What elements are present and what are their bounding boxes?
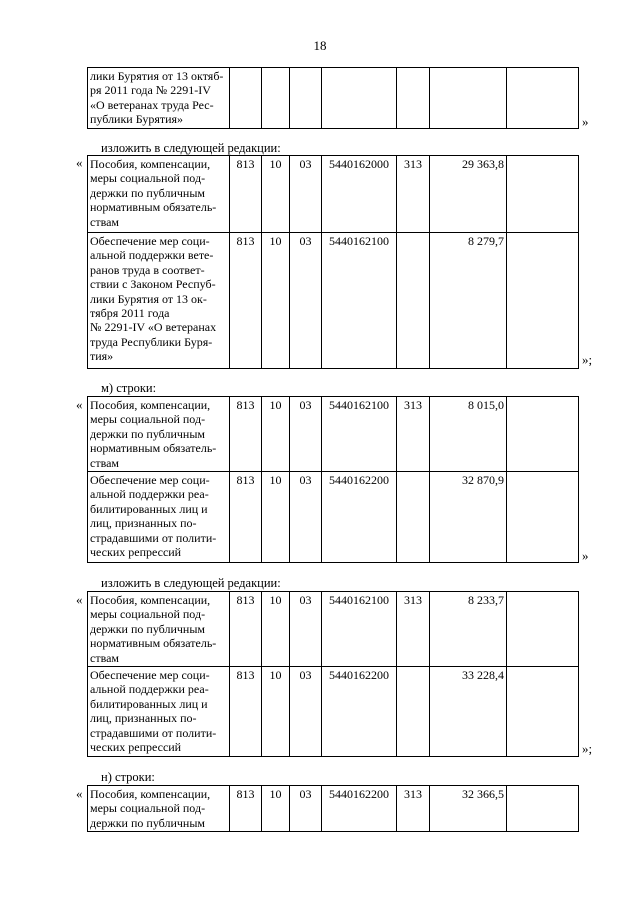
closing-quote: »: [582, 548, 589, 563]
sum-cell: 32 870,9: [430, 472, 507, 563]
sum-cell: 8 233,7: [430, 592, 507, 667]
row-name-cell: Обеспечение мер соци- альной поддержки реа- билитированных лиц и лиц, признанных по- страдавшими от полити- ческих репрессий: [88, 472, 230, 563]
table-row: [88, 472, 579, 563]
vr-cell: 313: [397, 156, 430, 233]
row-name-cell: Пособия, компенсации, меры социальной под- держки по публичным нормативным обязатель- ствам: [88, 397, 230, 472]
rz-cell: [262, 68, 290, 129]
row-name-cell: Пособия, компенсации, меры социальной под- держки по публичным нормативным обязатель- ствам: [88, 592, 230, 667]
table-row: [88, 68, 579, 129]
row-name-cell: Обеспечение мер соци- альной поддержки вете- ранов труда в соответ- ствии с Законом Респуб- лики Бурятия от 13 ок- тября 2011 года № 2291-IV «О ветеранах труда Республики Буря- тия»: [88, 233, 230, 369]
sum-cell: 8 015,0: [430, 397, 507, 472]
opening-quote: «: [76, 592, 83, 607]
sum-cell: 32 366,5: [430, 786, 507, 832]
pr-cell: 03: [290, 233, 322, 369]
csr-cell: 5440162100: [322, 592, 397, 667]
sum-cell: [430, 68, 507, 129]
pr-cell: 03: [290, 592, 322, 667]
csr-cell: 5440162100: [322, 397, 397, 472]
closing-quote: »;: [582, 352, 593, 367]
section-caption: изложить в следующей редакции:: [101, 576, 281, 590]
csr-cell: 5440162200: [322, 472, 397, 563]
rz-cell: 10: [262, 786, 290, 832]
sum-cell: 33 228,4: [430, 667, 507, 757]
pr-cell: 03: [290, 397, 322, 472]
rz-cell: 10: [262, 667, 290, 757]
csr-cell: [322, 68, 397, 129]
budget-table-block-3: [87, 591, 579, 757]
vr-cell: [397, 667, 430, 757]
table-row: [88, 786, 579, 832]
closing-quote: »;: [582, 741, 593, 756]
table-row: [88, 592, 579, 667]
csr-cell: 5440162000: [322, 156, 397, 233]
section-caption: м) строки:: [101, 381, 157, 395]
ved-cell: 813: [230, 592, 262, 667]
opening-quote: «: [76, 397, 83, 412]
pr-cell: 03: [290, 786, 322, 832]
page-number: 18: [313, 38, 327, 53]
table-row: [88, 156, 579, 233]
empty-cell: [507, 233, 579, 369]
rz-cell: 10: [262, 156, 290, 233]
ved-cell: 813: [230, 472, 262, 563]
ved-cell: 813: [230, 156, 262, 233]
pr-cell: 03: [290, 667, 322, 757]
vr-cell: [397, 68, 430, 129]
sum-cell: 29 363,8: [430, 156, 507, 233]
budget-table-block-2: [87, 396, 579, 563]
rz-cell: 10: [262, 397, 290, 472]
pr-cell: 03: [290, 472, 322, 563]
row-name-cell: Пособия, компенсации, меры социальной под- держки по публичным нормативным обязатель- ствам: [88, 156, 230, 233]
empty-cell: [507, 667, 579, 757]
rz-cell: 10: [262, 592, 290, 667]
vr-cell: 313: [397, 786, 430, 832]
section-caption: изложить в следующей редакции:: [101, 141, 281, 155]
ved-cell: [230, 68, 262, 129]
table-row: [88, 397, 579, 472]
table-row: [88, 233, 579, 369]
section-caption: н) строки:: [101, 770, 155, 784]
table-row: [88, 667, 579, 757]
ved-cell: 813: [230, 786, 262, 832]
budget-table-block-4: [87, 785, 579, 832]
pr-cell: 03: [290, 156, 322, 233]
budget-table-block-0: [87, 67, 579, 129]
empty-cell: [507, 68, 579, 129]
csr-cell: 5440162100: [322, 233, 397, 369]
empty-cell: [507, 472, 579, 563]
vr-cell: [397, 472, 430, 563]
row-name-cell: Пособия, компенсации, меры социальной под- держки по публичным: [88, 786, 230, 832]
vr-cell: [397, 233, 430, 369]
vr-cell: 313: [397, 592, 430, 667]
vr-cell: 313: [397, 397, 430, 472]
pr-cell: [290, 68, 322, 129]
ved-cell: 813: [230, 397, 262, 472]
rz-cell: 10: [262, 233, 290, 369]
empty-cell: [507, 592, 579, 667]
closing-quote: »: [582, 114, 589, 129]
empty-cell: [507, 156, 579, 233]
csr-cell: 5440162200: [322, 786, 397, 832]
opening-quote: «: [76, 155, 83, 170]
empty-cell: [507, 397, 579, 472]
row-name-cell: Обеспечение мер соци- альной поддержки реа- билитированных лиц и лиц, признанных по- страдавшими от полити- ческих репрессий: [88, 667, 230, 757]
ved-cell: 813: [230, 667, 262, 757]
ved-cell: 813: [230, 233, 262, 369]
opening-quote: «: [76, 786, 83, 801]
sum-cell: 8 279,7: [430, 233, 507, 369]
budget-table-block-1: [87, 155, 579, 369]
csr-cell: 5440162200: [322, 667, 397, 757]
row-name-cell: лики Бурятия от 13 октяб- ря 2011 года № 2291-IV «О ветеранах труда Рес- публики Бурятия»: [88, 68, 230, 129]
rz-cell: 10: [262, 472, 290, 563]
empty-cell: [507, 786, 579, 832]
